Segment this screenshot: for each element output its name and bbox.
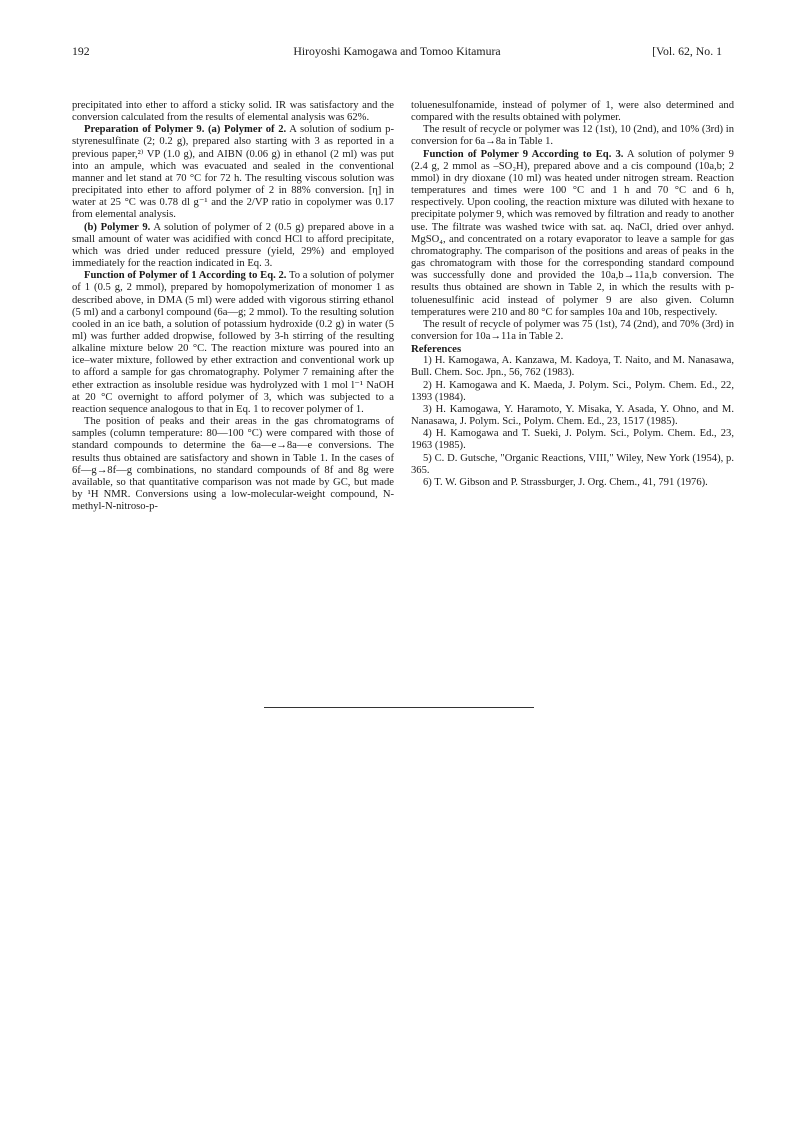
paragraph bbox=[411, 149, 734, 319]
paragraph-body: A solution of polymer 9 (2.4 g, 2 mmol as –SO₂H), prepared above and a cis compound (10a,b; 2 mmol) in dry dioxane (10 ml) was heated under nitrogen stream. Reaction temperatures and times were 100 °C and 1 h and 70 °C and 6 h, respectively. Upon cooling, the reaction mixture was diluted with hexane to precipitate polymer 9, which was removed by filtration and ready to another use. The filtrate was washed twice with sat. aq. NaCl, dried over anhyd. MgSO₄, and concentrated on a rotary evaporator to leave a sample for gas chromatography. The comparison of the positions and areas of peaks in the gas chromatogram with those for the corresponding standard compound was successfully done and provided the 10a,b→11a,b conversion. The results thus obtained are shown in Table 2, in which the results with p-toluenesulfinic acid instead of polymer 9 are also given. Column temperatures were 210 and 80 °C for samples 10a and 10b, respectively. bbox=[411, 148, 735, 318]
paragraph-body: A solution of polymer of 2 (0.5 g) prepared above in a small amount of water was acidified with concd HCl to afford precipitate, which was dried under reduced pressure (yield, 29%) and employed immediately for the reaction indicated in Eq. 3. bbox=[72, 221, 394, 270]
left-column bbox=[72, 100, 394, 513]
paragraph: The result of recycle of polymer was 75 (1st), 74 (2nd), and 70% (3rd) in conversion for 10a→11a in Table 2. bbox=[411, 318, 734, 342]
reference-item: 3) H. Kamogawa, Y. Haramoto, Y. Misaka, Y. Asada, Y. Ohno, and M. Nanasawa, J. Polym. Sci., Polym. Chem. Ed., 23, 1517 (1985). bbox=[411, 403, 734, 428]
paragraph: toluenesulfonamide, instead of polymer of 1, were also determined and compared with the results obtained with polymer. bbox=[411, 100, 734, 124]
section-heading: Function of Polymer 9 According to Eq. 3. bbox=[423, 148, 624, 160]
subsection-heading: (a) Polymer of 2. bbox=[208, 124, 287, 136]
reference-item: 2) H. Kamogawa and K. Maeda, J. Polym. Sci., Polym. Chem. Ed., 22, 1393 (1984). bbox=[411, 379, 734, 403]
end-of-article-rule bbox=[264, 707, 534, 708]
paragraph-body: To a solution of polymer of 1 (0.5 g, 2 mmol), prepared by homopolymerization of monomer 1 as described above, in DMA (5 ml) were added with vigorous stirring ethanol (5 ml) and a carbonyl compound (6a—g; 2 mmol). To the resulting solution cooled in an ice bath, a solution of potassium hydroxide (0.2 g) in water (5 ml) was further added dropwise, followed by 3-h stirring of the resulting alkaline mixture below 20 °C. The reaction mixture was poured into an ice–water mixture, followed by ether extraction and conventional work up to afford a sample for gas chromatography. Polymer 7 remaining after the ether extraction as insoluble residue was hydrolyzed with 1 mol l⁻¹ NaOH at 20 °C overnight to afford polymer of 3, which was subjected to a reaction sequence analogous to that in Eq. 1 to recover polymer of 1. bbox=[72, 270, 394, 415]
volume-label: [Vol. 62, No. 1 bbox=[652, 44, 722, 58]
reference-item: 4) H. Kamogawa and T. Sueki, J. Polym. Sci., Polym. Chem. Ed., 23, 1963 (1985). bbox=[411, 428, 734, 452]
right-column bbox=[411, 100, 734, 489]
references-heading: References bbox=[411, 343, 462, 356]
reference-item: 5) C. D. Gutsche, "Organic Reactions, VIII," Wiley, New York (1954), p. 365. bbox=[411, 452, 734, 476]
paragraph: The position of peaks and their areas in the gas chromatograms of samples (column temperature: 80—100 °C) were compared with those of standard compounds to determine the 6a—e→8a—e conversions. The results thus obtained are satisfactory and shown in Table 1. In the cases of 6f—g→8f—g combinations, no standard compounds of 8f and 8g were available, so that quantitative comparison was not made by GC, but made by ¹H NMR. Conversions using a low-molecular-weight compound, N-methyl-N-nitroso-p- bbox=[72, 416, 394, 513]
subsection-heading: (b) Polymer 9. bbox=[84, 221, 151, 233]
paragraph-body: A solution of sodium p-styrenesulfinate (2; 0.2 g), prepared also starting with 3 as reported in a previous paper,²⁾ VP (1.0 g), and AIBN (0.06 g) in ethanol (2 ml) was put into an ampule, which was evacuated and sealed in the conventional manner and let stand at 70 °C for 72 h. The resulting viscous solution was precipitated into ether to afford polymer of 2 in 88% conversion. [η] in water at 25 °C was 0.78 dl g⁻¹ and the 2/VP ratio in copolymer was 0.17 from elemental analysis. bbox=[72, 124, 394, 221]
paragraph: The result of recycle or polymer was 12 (1st), 10 (2nd), and 10% (3rd) in conversion for 6a→8a in Table 1. bbox=[411, 124, 734, 148]
paragraph bbox=[72, 124, 394, 221]
reference-item: 1) H. Kamogawa, A. Kanzawa, M. Kadoya, T. Naito, and M. Nanasawa, Bull. Chem. Soc. Jpn., 56, 762 (1983). bbox=[411, 355, 734, 379]
paragraph bbox=[72, 270, 394, 416]
paragraph bbox=[72, 222, 394, 271]
section-heading: Function of Polymer of 1 According to Eq. 2. bbox=[84, 270, 287, 282]
reference-list bbox=[411, 355, 734, 489]
page-number: 192 bbox=[72, 44, 90, 58]
running-header bbox=[72, 44, 722, 62]
running-title-authors: Hiroyoshi Kamogawa and Tomoo Kitamura bbox=[293, 44, 501, 58]
reference-item: 6) T. W. Gibson and P. Strassburger, J. Org. Chem., 41, 791 (1976). bbox=[423, 476, 708, 488]
section-heading: Preparation of Polymer 9. bbox=[84, 124, 205, 136]
paragraph: precipitated into ether to afford a sticky solid. IR was satisfactory and the conversion calculated from the results of elemental analysis was 62%. bbox=[72, 100, 394, 124]
